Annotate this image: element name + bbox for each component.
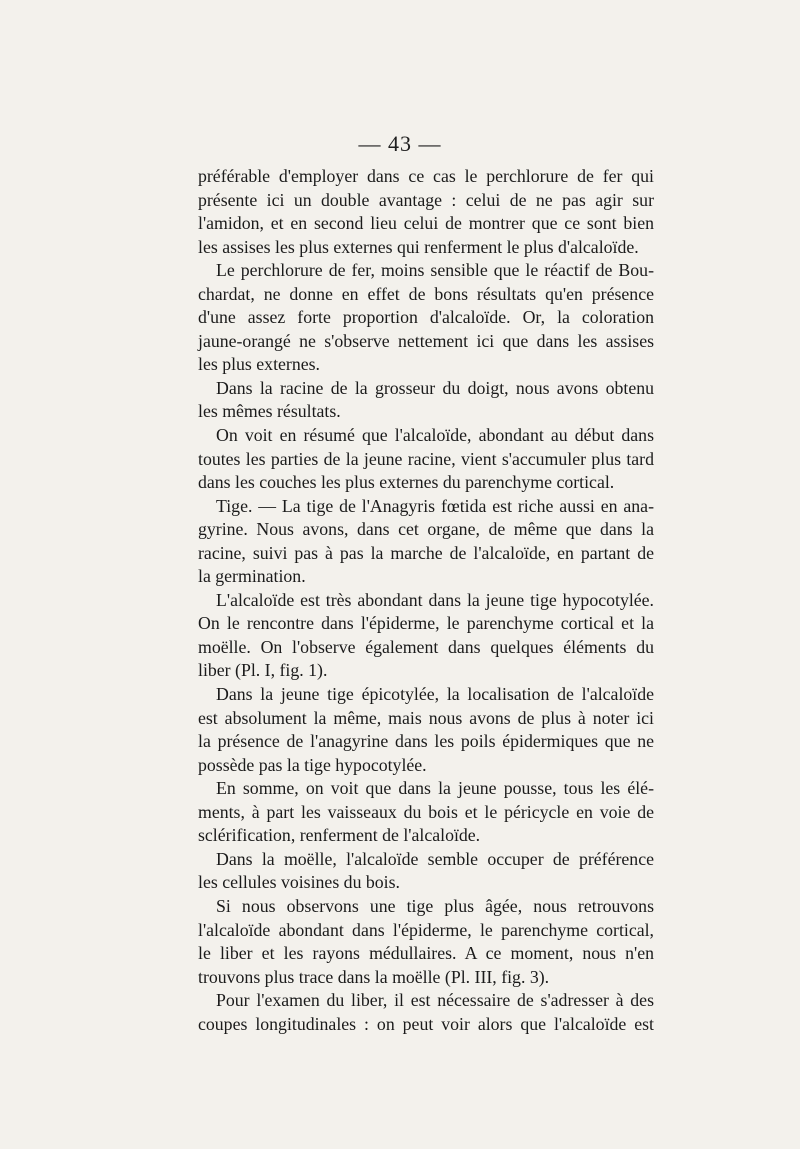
text-line: l'alcaloïde abondant dans l'épiderme, le parenchyme cortical, [198,919,654,940]
text-line: moëlle. On l'observe également dans quelques éléments du [198,636,654,657]
page-number: — 43 — [358,131,442,156]
text-line: Dans la racine de la grosseur du doigt, nous avons obtenu [216,377,654,398]
text-line: Si nous observons une tige plus âgée, nous retrouvons [216,895,654,916]
text-line: sclérification, renferment de l'alcaloïde. [198,825,481,846]
text-line: l'amidon, et en second lieu celui de montrer que ce sont bien [198,213,654,234]
body-text [198,165,654,1036]
text-line: liber (Pl. I, fig. 1). [198,660,328,681]
text-line: gyrine. Nous avons, dans cet organe, de même que dans la [198,519,654,540]
text-line: la présence de l'anagyrine dans les poils épidermiques que ne [198,731,654,752]
text-line: L'alcaloïde est très abondant dans la jeune tige hypocotylée. [216,589,654,610]
text-line: trouvons plus trace dans la moëlle (Pl. III, fig. 3). [198,966,550,987]
text-line: On le rencontre dans l'épiderme, le parenchyme cortical et la [198,613,654,634]
text-line: les mêmes résultats. [198,401,341,422]
text-line: dans les couches les plus externes du parenchyme cortical. [198,472,615,493]
text-line: chardat, ne donne en effet de bons résultats qu'en présence [198,283,654,304]
text-line: jaune-orangé ne s'observe nettement ici que dans les assises [198,330,654,351]
text-line: Pour l'examen du liber, il est nécessaire de s'adresser à des [216,990,654,1011]
text-line: Dans la moëlle, l'alcaloïde semble occuper de préférence [216,848,654,869]
text-line: ments, à part les vaisseaux du bois et le péricycle en voie de [198,801,654,822]
text-line: On voit en résumé que l'alcaloïde, abondant au début dans [216,425,654,446]
text-line: préférable d'employer dans ce cas le perchlorure de fer qui [198,166,654,186]
text-line: toutes les parties de la jeune racine, vient s'accumuler plus tard [198,448,654,469]
text-line: la germination. [198,566,306,587]
text-line: possède pas la tige hypocotylée. [198,754,427,775]
text-line: Dans la jeune tige épicotylée, la localisation de l'alcaloïde [216,684,654,705]
text-line: d'une assez forte proportion d'alcaloïde. Or, la coloration [198,307,654,328]
text-line: est absolument la même, mais nous avons de plus à noter ici [198,707,654,728]
text-line: les assises les plus externes qui renferment le plus d'alcaloïde. [198,236,639,257]
text-line: les cellules voisines du bois. [198,872,400,893]
text-line: Le perchlorure de fer, moins sensible que le réactif de Bou- [216,260,654,281]
text-line: racine, suivi pas à pas la marche de l'alcaloïde, en partant de [198,542,654,563]
text-line: présente ici un double avantage : celui de ne pas agir sur [198,189,654,210]
text-line: le liber et les rayons médullaires. A ce moment, nous n'en [198,943,654,964]
text-line: les plus externes. [198,354,320,375]
text-line-tige: Tige. — La tige de l'Anagyris fœtida est riche aussi en ana- [216,495,654,516]
text-line: coupes longitudinales : on peut voir alors que l'alcaloïde est [198,1013,654,1034]
text-line: En somme, on voit que dans la jeune pousse, tous les élé- [216,778,654,799]
